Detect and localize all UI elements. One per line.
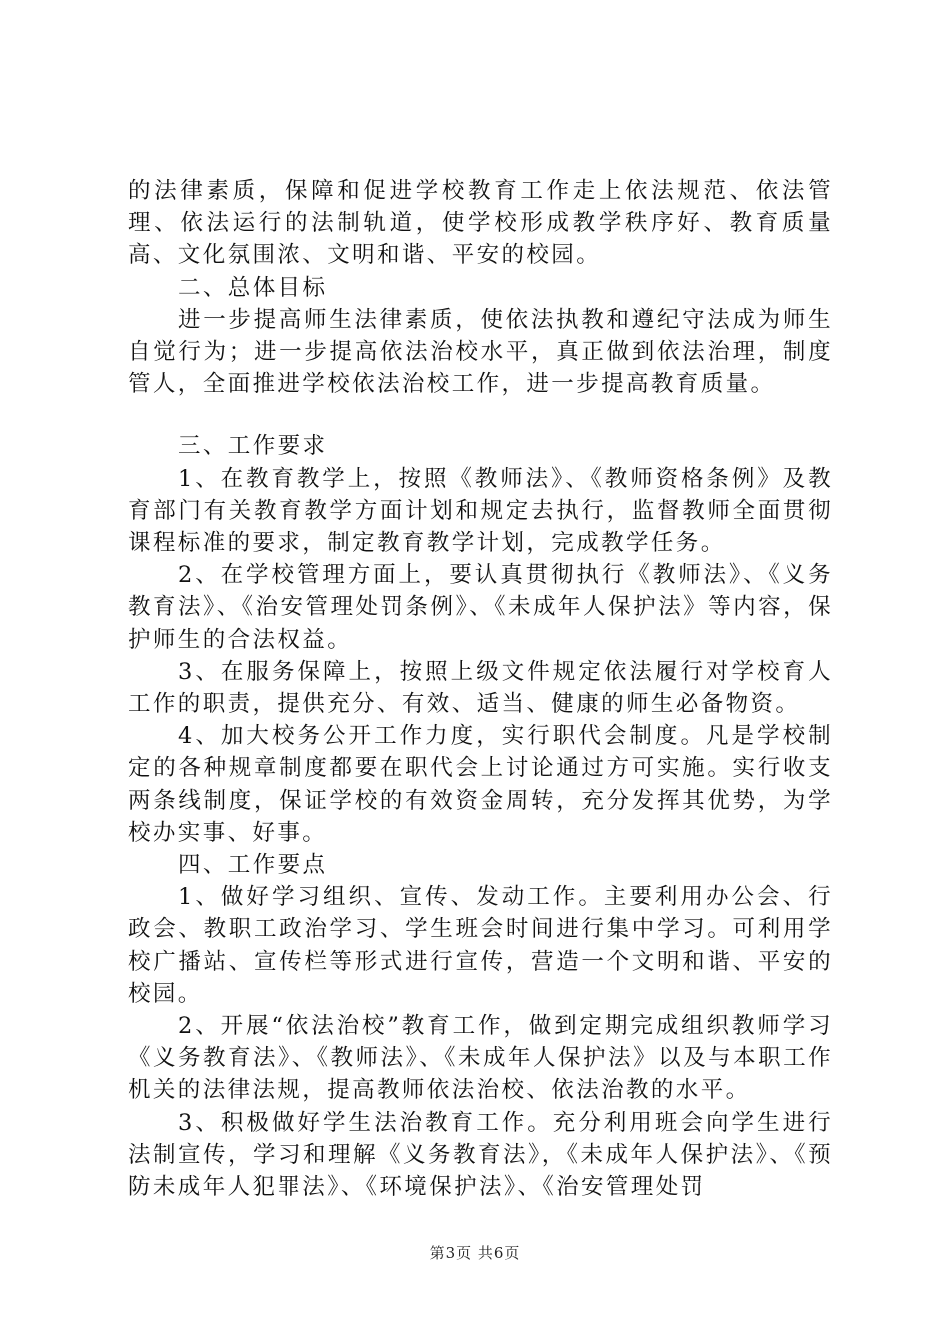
paragraph-requirement-1: 1、在教育教学上，按照《教师法》、《教师资格条例》及教育部门有关教育教学方面计划和规定去执行，监督教师全面贯彻课程标准的要求，制定教育教学计划，完成教学任务。	[128, 465, 833, 557]
page-number-footer: 第3页 共6页	[429, 1244, 521, 1262]
paragraph-point-2: 2、开展“依法治校”教育工作，做到定期完成组织教师学习《义务教育法》、《教师法》、《未成年人保护法》以及与本职工作机关的法律法规，提高教师依法治校、依法治教的水平。	[128, 1013, 833, 1104]
section-heading-overall-goal: 二、总体目标	[178, 274, 328, 301]
paragraph-requirement-3: 3、在服务保障上，按照上级文件规定依法履行对学校育人工作的职责，提供充分、有效、适当、健康的师生必备物资。	[128, 658, 833, 718]
paragraph-intro-continuation: 的法律素质，保障和促进学校教育工作走上依法规范、依法管理、依法运行的法制轨道，使学校形成教学秩序好、教育质量高、文化氛围浓、文明和谐、平安的校园。	[128, 178, 833, 269]
paragraph-requirement-2: 2、在学校管理方面上，要认真贯彻执行《教师法》、《义务教育法》、《治安管理处罚条例》、《未成年人保护法》等内容，保护师生的合法权益。	[128, 562, 833, 653]
paragraph-point-3: 3、积极做好学生法治教育工作。充分利用班会向学生进行法制宣传，学习和理解《义务教育法》，《未成年人保护法》、《预防未成年人犯罪法》、《环境保护法》、《治安管理处罚	[128, 1109, 833, 1201]
paragraph-spacer	[128, 400, 833, 430]
section-heading-work-requirements: 三、工作要求	[178, 433, 328, 460]
paragraph-overall-goal: 进一步提高师生法律素质，使依法执教和遵纪守法成为师生自觉行为；进一步提高依法治校水平，真正做到依法治理，制度管人，全面推进学校依法治校工作，进一步提高教育质量。	[128, 306, 833, 398]
paragraph-point-1: 1、做好学习组织、宣传、发动工作。主要利用办公会、行政会、教职工政治学习、学生班会时间进行集中学习。可利用学校广播站、宣传栏等形式进行宣传，营造一个文明和谐、平安的校园。	[128, 884, 833, 1007]
paragraph-requirement-4: 4、加大校务公开工作力度，实行职代会制度。凡是学校制定的各种规章制度都要在职代会上讨论通过方可实施。实行收支两条线制度，保证学校的有效资金周转，充分发挥其优势，为学校办实事、好事。	[128, 723, 833, 846]
document-body	[128, 175, 833, 1203]
section-heading-work-points: 四、工作要点	[178, 852, 328, 879]
